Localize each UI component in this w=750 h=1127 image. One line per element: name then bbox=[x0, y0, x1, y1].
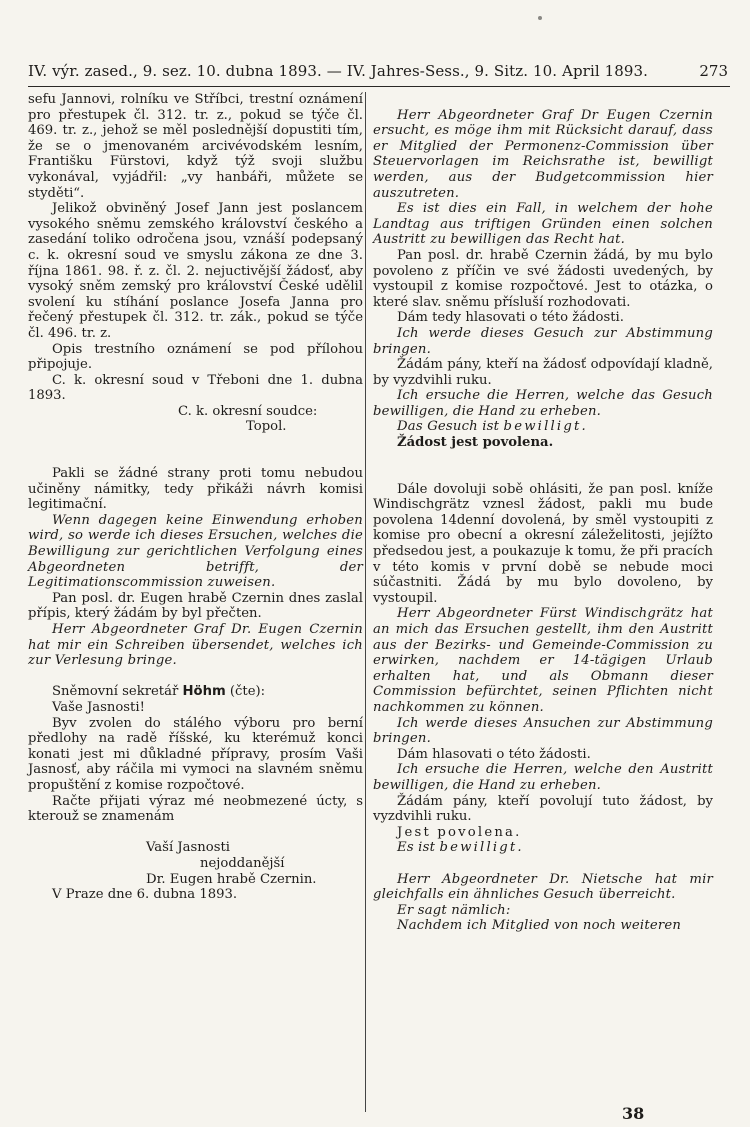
paragraph: Opis trestního oznámení se pod přílohou připojuje. bbox=[28, 341, 363, 373]
print-speck bbox=[538, 16, 542, 20]
speaker-name: Höhm bbox=[182, 684, 226, 700]
paragraph-gap bbox=[28, 669, 363, 685]
paragraph: Ich ersuche die Herren, welche den Austritt bewilligen, die Hand zu erheben. bbox=[373, 762, 713, 793]
paragraph: Ich ersuche die Herren, welche das Gesuch bewilligen, die Hand zu erheben. bbox=[373, 388, 713, 419]
paragraph: sefu Jannovi, rolníku ve Stříbci, trestní oznámení pro přestupek čl. 312. tr. z., pokud se týče čl. 469. tr. z., jehož se měl poslednější dopustiti tím, že se o jmenovaném arcivévodském lesním, Františku Fürstovi, když týž svoji službu vykonával, vyjádřil: „vy hanbáři, můžete se styděti“. bbox=[28, 92, 363, 201]
paragraph: Dr. Eugen hrabě Czernin. bbox=[146, 871, 317, 887]
paragraph: Pakli se žádné strany proti tomu nebudou učiněny námitky, tedy přikáži návrh komisi legitimační. bbox=[28, 466, 363, 513]
running-header bbox=[28, 62, 728, 80]
paragraph: Herr Abgeordneter Graf Dr Eugen Czernin ersucht, es möge ihm mit Rücksicht darauf, dass er Mitglied der Permonenz-Commission über Steuervorlagen im Reichsrathe ist, bewilligt werden, aus der Budgetcommission hier auszutreten. bbox=[373, 107, 713, 201]
paragraph-gap bbox=[373, 92, 713, 108]
paragraph: Herr Abgeordneter Fürst Windischgrätz hat an mich das Ersuchen gestellt, ihm den Austritt aus der Bezirks- und Gemeinde-Commission zu erwirken, nachdem er 14-tägigen Urlaub erhalten hat, und als Obmann dieser Commission befürchtet, seinen Pflichten nicht nachkommen zu können. bbox=[373, 606, 713, 715]
paragraph: Sněmovní sekretář Höhm (čte): bbox=[52, 684, 266, 700]
paragraph: C. k. okresní soudce: bbox=[178, 403, 318, 419]
paragraph: Žádám pány, kteří povolují tuto žádost, by vyzdvihli ruku. bbox=[373, 793, 713, 825]
paragraph: Jest povolena. bbox=[397, 824, 522, 840]
header-page-number: 273 bbox=[699, 62, 728, 80]
paragraph-gap bbox=[373, 856, 713, 872]
paragraph: Dám hlasovati o této žádosti. bbox=[397, 746, 591, 762]
paragraph: Pan posl. dr. hrabě Czernin žádá, by mu bylo povoleno z příčin ve své žádosti uvedených, by vystoupil z komise rozpočtové. Jest to otázka, o které slav. sněmu přísluší rozhodovati. bbox=[373, 247, 713, 310]
paragraph: Byv zvolen do stálého výboru pro berní předlohy na radě říšské, ku kterémuž konci konati jest mi důkladné přípravy, prosím Vaši Jasnosť, aby ráčila mi vymoci na slavném sněmu propuštění z komise rozpočtové. bbox=[28, 715, 363, 793]
paragraph: nejoddanější bbox=[200, 855, 285, 871]
paragraph: Dám tedy hlasovati o této žádosti. bbox=[397, 310, 624, 326]
paragraph: Nachdem ich Mitglied von noch weiteren bbox=[397, 918, 682, 934]
paragraph-gap bbox=[28, 825, 363, 841]
paragraph: Herr Abgeordneter Dr. Nietsche hat mir gleichfalls ein ähnliches Gesuch überreicht. bbox=[373, 871, 713, 903]
paragraph: Pan posl. dr. Eugen hrabě Czernin dnes zaslal přípis, který žádám by byl přečten. bbox=[28, 590, 363, 622]
paragraph: Vaší Jasnosti bbox=[146, 840, 230, 856]
paragraph: V Praze dne 6. dubna 1893. bbox=[52, 887, 238, 903]
paragraph: Herr Abgeordneter Graf Dr. Eugen Czernin hat mir ein Schreiben übersendet, welches ich zur Verlesung bringe. bbox=[28, 622, 363, 669]
paragraph: Er sagt nämlich: bbox=[397, 902, 511, 918]
paragraph: Vaše Jasnosti! bbox=[52, 699, 145, 715]
column-divider bbox=[365, 92, 366, 1112]
header-rule bbox=[28, 86, 730, 87]
paragraph: Žádost jest povolena. bbox=[397, 435, 554, 451]
paragraph: C. k. okresní soud v Třeboni dne 1. dubna 1893. bbox=[28, 372, 363, 404]
paragraph: Račte přijati výraz mé neobmezené úcty, s kterouž se znamenám bbox=[28, 793, 363, 825]
footer-page-number: 38 bbox=[622, 1104, 645, 1123]
paragraph-gap bbox=[28, 435, 363, 466]
paragraph: Es ist bewilligt. bbox=[397, 840, 522, 856]
paragraph: Dále dovoluji sobě ohlásiti, že pan posl. kníže Windischgrätz vznesl žádost, pakli mu bude povolena 14denní dovolená, by směl vystoupiti z komise pro obecní a okresní záleželitosti, jejížto předsedou jest, a poukazuje k tomu, že při pracích v této komis v první době se nebude moci súčastniti. Žádá by mu bylo dovoleno, by vystoupil. bbox=[373, 481, 713, 606]
paragraph: Das Gesuch ist bewilligt. bbox=[397, 419, 586, 435]
paragraph: Es ist dies ein Fall, in welchem der hohe Landtag aus triftigen Gründen einen solchen Austritt zu bewilligen das Recht hat. bbox=[373, 201, 713, 248]
paragraph: Ich werde dieses Ansuchen zur Abstimmung bringen. bbox=[373, 715, 713, 747]
left-column bbox=[28, 92, 363, 903]
emphasis: bewilligt bbox=[503, 419, 582, 435]
paragraph-gap bbox=[373, 451, 713, 482]
paragraph: Topol. bbox=[246, 419, 287, 435]
emphasis: bewilligt bbox=[439, 840, 518, 856]
paragraph: Wenn dagegen keine Einwendung erhoben wird, so werde ich dieses Ersuchen, welches die Bewilligung zur gerichtlichen Verfolgung eines Abgeordneten betrifft, der Legitimationscommission zuweisen. bbox=[28, 512, 363, 591]
paragraph: Jelikož obviněný Josef Jann jest poslancem vysokého sněmu zemského království českého a zasedání toliko odročena jsou, vznáší podepsaný c. k. okresní soud ve smyslu zákona ze dne 3. října 1861. 98. ř. z. čl. 2. nejuctivější žádosť, aby vysoký sněm zemský pro království České udělil svolení ku stíhání poslance Josefa Janna pro řečený přestupek čl. 312. tr. zák., pokud se týče čl. 496. tr. z. bbox=[28, 201, 363, 341]
right-column bbox=[373, 92, 713, 934]
header-title: IV. výr. zased., 9. sez. 10. dubna 1893. — IV. Jahres-Sess., 9. Sitz. 10. April 1893. bbox=[28, 62, 649, 80]
paragraph: Žádám pány, kteří na žádosť odpovídají kladně, by vyzdvihli ruku. bbox=[373, 357, 713, 388]
paragraph: Ich werde dieses Gesuch zur Abstimmung bringen. bbox=[373, 325, 713, 357]
